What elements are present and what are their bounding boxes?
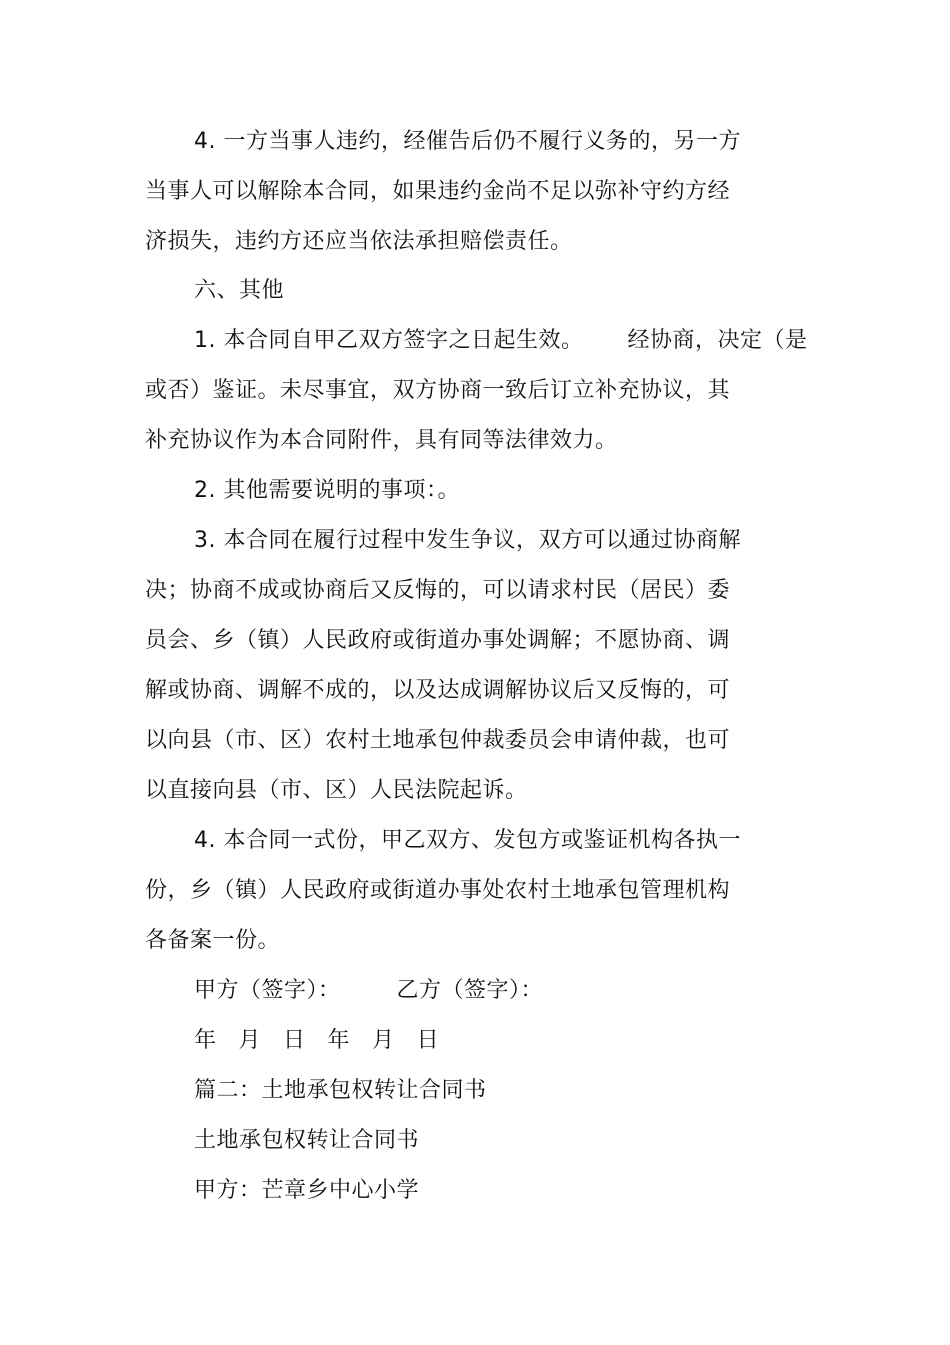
date-month-a: 月 xyxy=(238,1028,262,1053)
signature-line xyxy=(194,976,543,1006)
clause-4-line-3: 各备案一份。 xyxy=(145,928,281,953)
clause-3-line-4: 解或协商、调解不成的，以及达成调解协议后又反悔的，可 xyxy=(145,678,731,703)
section-2-party-a: 甲方：芒章乡中心小学 xyxy=(194,1178,420,1203)
paragraph-4-line-2: 当事人可以解除本合同，如果违约金尚不足以弥补守约方经 xyxy=(145,179,731,204)
clause-2: 2. 其他需要说明的事项：。 xyxy=(194,478,460,503)
party-a-signature-label: 甲方（签字）： xyxy=(194,978,341,1003)
section-heading-other: 六、其他 xyxy=(194,278,285,303)
date-day-a: 日 xyxy=(283,1028,306,1053)
clause-3-line-6: 以直接向县（市、区）人民法院起诉。 xyxy=(145,778,528,803)
section-2-title: 土地承包权转让合同书 xyxy=(194,1128,420,1153)
clause-1-line-3: 补充协议作为本合同附件，具有同等法律效力。 xyxy=(145,428,618,453)
paragraph-4-line-3: 济损失，违约方还应当依法承担赔偿责任。 xyxy=(145,229,573,254)
clause-1-text-b: 经协商，决定（是 xyxy=(627,328,808,353)
clause-4-line-2: 份，乡（镇）人民政府或街道办事处农村土地承包管理机构 xyxy=(145,878,731,903)
clause-3-line-2: 决；协商不成或协商后又反悔的，可以请求村民（居民）委 xyxy=(145,578,731,603)
clause-3-line-3: 员会、乡（镇）人民政府或街道办事处调解；不愿协商、调 xyxy=(145,628,731,653)
date-year-b: 年 xyxy=(327,1028,351,1053)
clause-3-line-5: 以向县（市、区）农村土地承包仲裁委员会申请仲裁，也可 xyxy=(145,728,731,753)
date-year-a: 年 xyxy=(194,1028,217,1053)
clause-1-line-1 xyxy=(194,326,808,356)
clause-1-text-a: 1. 本合同自甲乙双方签字之日起生效。 xyxy=(194,328,584,353)
party-b-signature-label: 乙方（签字）： xyxy=(396,978,544,1003)
section-2-heading: 篇二：土地承包权转让合同书 xyxy=(194,1078,487,1103)
clause-3-line-1: 3. 本合同在履行过程中发生争议，双方可以通过协商解 xyxy=(194,528,741,553)
date-day-b: 日 xyxy=(416,1028,440,1053)
paragraph-4-line-1: 4. 一方当事人违约，经催告后仍不履行义务的，另一方 xyxy=(194,129,741,154)
date-line xyxy=(194,1026,439,1056)
clause-1-line-2: 或否）鉴证。未尽事宜，双方协商一致后订立补充协议，其 xyxy=(145,378,731,403)
clause-4-line-1: 4. 本合同一式份，甲乙双方、发包方或鉴证机构各执一 xyxy=(194,828,741,853)
date-month-b: 月 xyxy=(372,1028,395,1053)
